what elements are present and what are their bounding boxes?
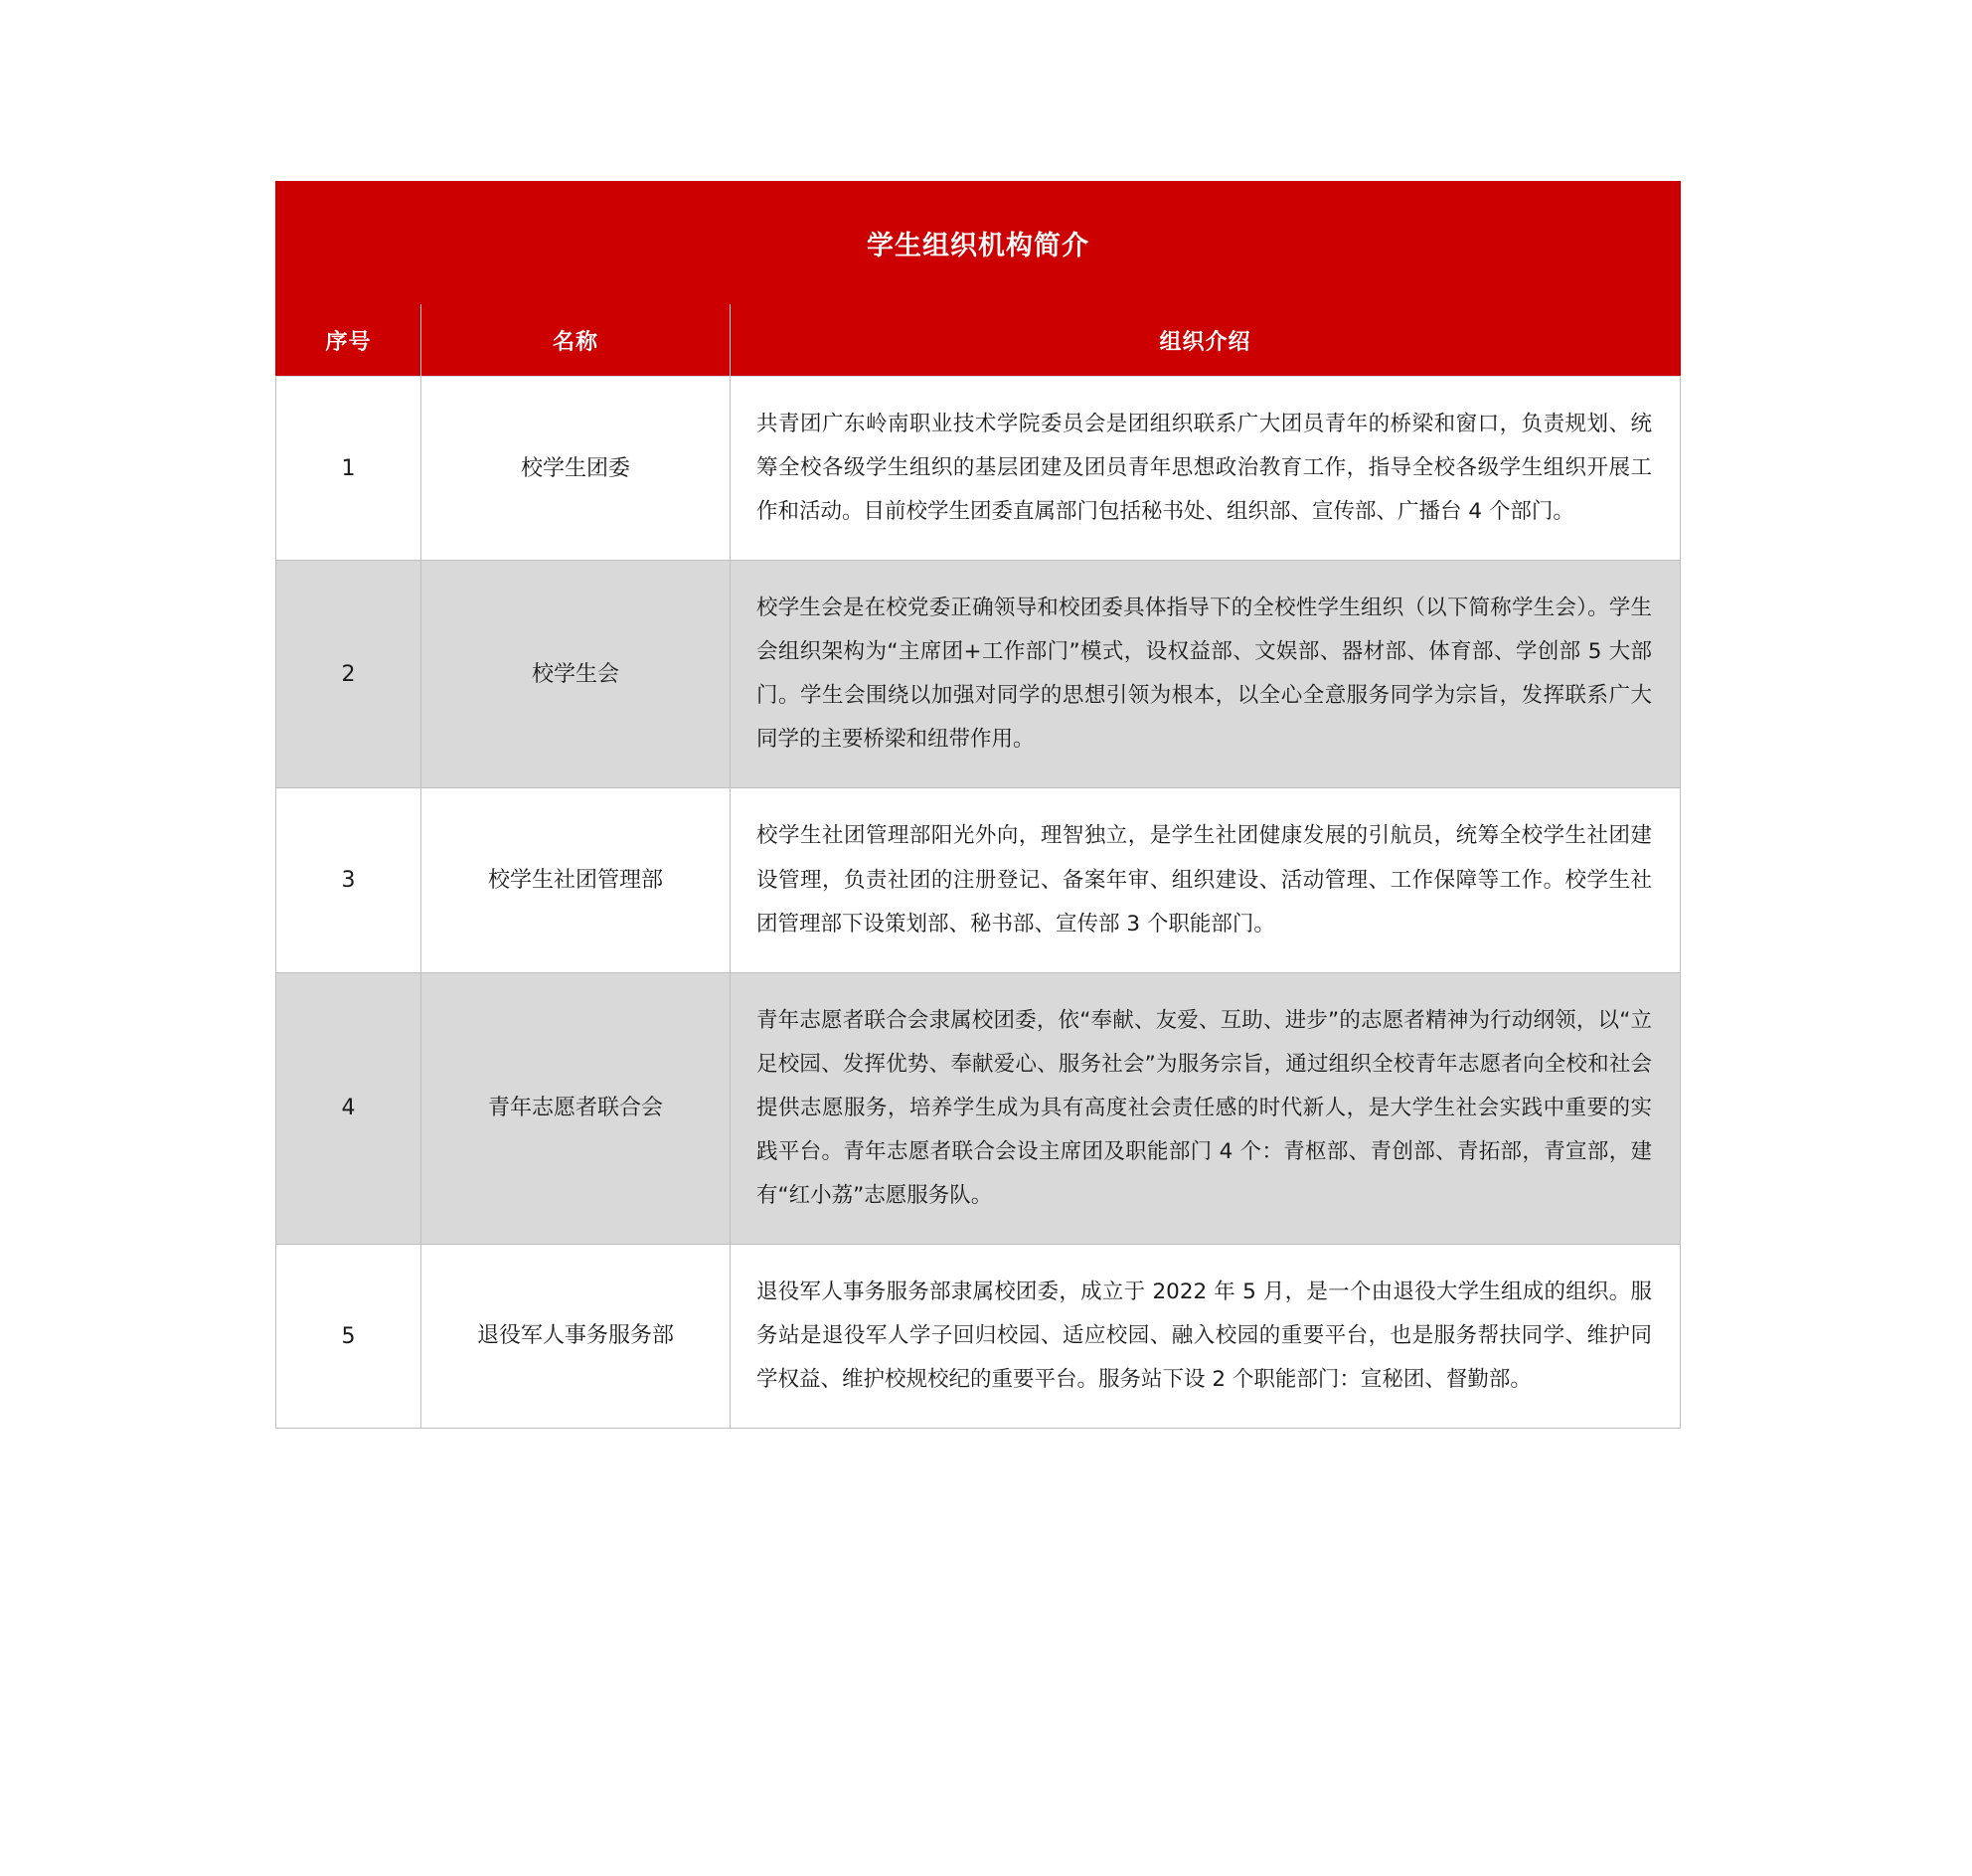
row-name: 校学生团委 <box>421 377 731 561</box>
row-sequence: 2 <box>276 561 421 788</box>
row-description: 校学生会是在校党委正确领导和校团委具体指导下的全校性学生组织（以下简称学生会）。学生会组织架构为“主席团+工作部门”模式，设权益部、文娱部、器材部、体育部、学创部 5 大部门。学生会围绕以加强对同学的思想引领为根本，以全心全意服务同学为宗旨，发挥联系广大同学的主要桥梁和纽带作用。 <box>731 561 1681 788</box>
column-header-description: 组织介绍 <box>731 304 1681 377</box>
table-title: 学生组织机构简介 <box>276 182 1681 304</box>
row-description: 共青团广东岭南职业技术学院委员会是团组织联系广大团员青年的桥梁和窗口，负责规划、统筹全校各级学生组织的基层团建及团员青年思想政治教育工作，指导全校各级学生组织开展工作和活动。目前校学生团委直属部门包括秘书处、组织部、宣传部、广播台 4 个部门。 <box>731 377 1681 561</box>
row-name: 校学生会 <box>421 561 731 788</box>
row-name: 青年志愿者联合会 <box>421 972 731 1244</box>
row-sequence: 5 <box>276 1244 421 1428</box>
column-header-name: 名称 <box>421 304 731 377</box>
table-title-row <box>276 182 1681 304</box>
table-row <box>276 788 1681 972</box>
row-sequence: 4 <box>276 972 421 1244</box>
student-organization-table <box>275 181 1681 1429</box>
row-description: 青年志愿者联合会隶属校团委，依“奉献、友爱、互助、进步”的志愿者精神为行动纲领，以“立足校园、发挥优势、奉献爱心、服务社会”为服务宗旨，通过组织全校青年志愿者向全校和社会提供志愿服务，培养学生成为具有高度社会责任感的时代新人，是大学生社会实践中重要的实践平台。青年志愿者联合会设主席团及职能部门 4 个：青枢部、青创部、青拓部，青宣部，建有“红小荔”志愿服务队。 <box>731 972 1681 1244</box>
row-sequence: 3 <box>276 788 421 972</box>
row-description: 退役军人事务服务部隶属校团委，成立于 2022 年 5 月，是一个由退役大学生组成的组织。服务站是退役军人学子回归校园、适应校园、融入校园的重要平台，也是服务帮扶同学、维护同学权益、维护校规校纪的重要平台。服务站下设 2 个职能部门：宣秘团、督勤部。 <box>731 1244 1681 1428</box>
row-description: 校学生社团管理部阳光外向，理智独立，是学生社团健康发展的引航员，统筹全校学生社团建设管理，负责社团的注册登记、备案年审、组织建设、活动管理、工作保障等工作。校学生社团管理部下设策划部、秘书部、宣传部 3 个职能部门。 <box>731 788 1681 972</box>
table-row <box>276 561 1681 788</box>
org-table-container <box>275 181 1680 1429</box>
row-sequence: 1 <box>276 377 421 561</box>
row-name: 退役军人事务服务部 <box>421 1244 731 1428</box>
table-header-row <box>276 304 1681 377</box>
table-row <box>276 972 1681 1244</box>
table-row <box>276 377 1681 561</box>
row-name: 校学生社团管理部 <box>421 788 731 972</box>
table-row <box>276 1244 1681 1428</box>
column-header-seq: 序号 <box>276 304 421 377</box>
